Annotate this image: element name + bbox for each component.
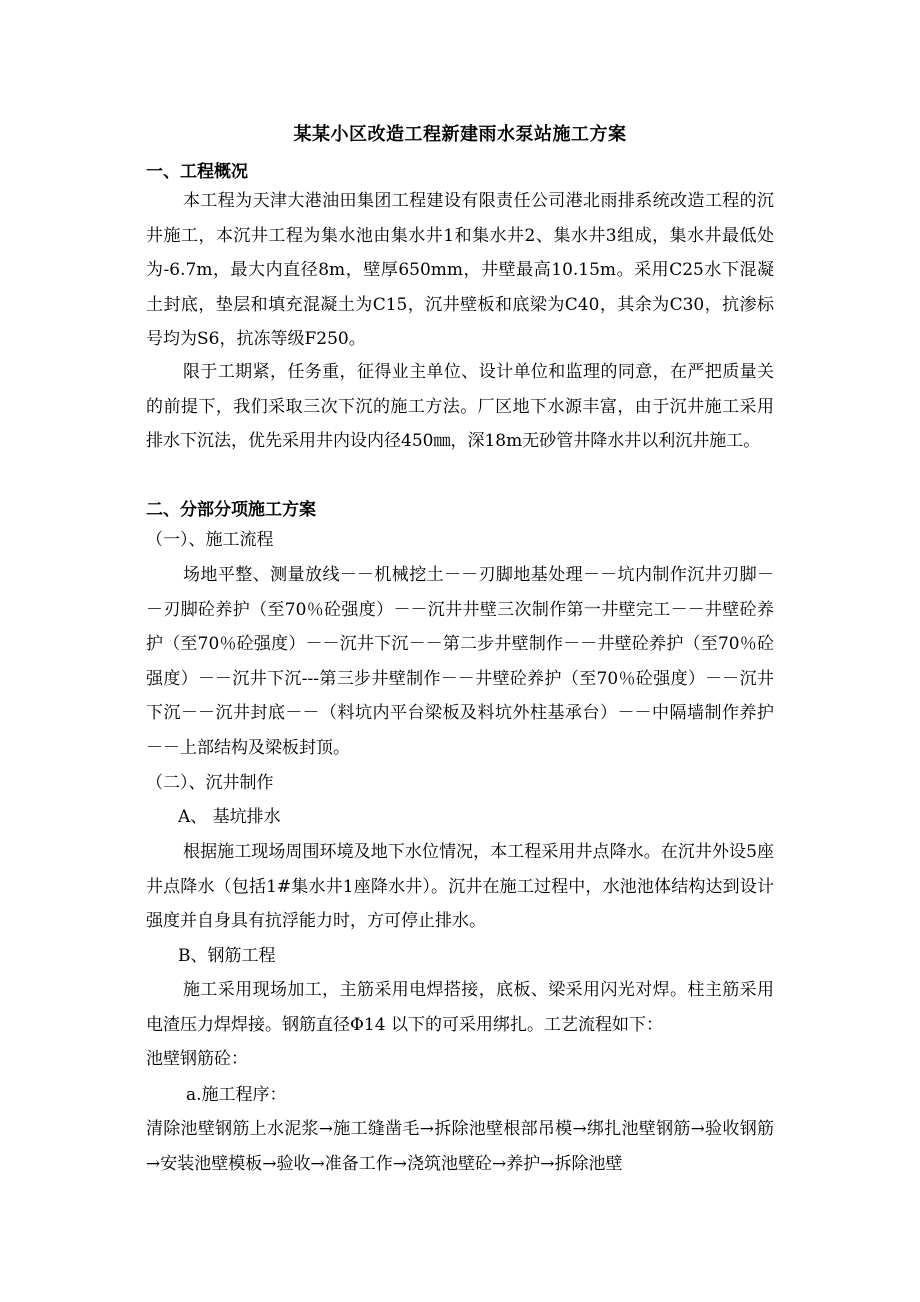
- subsection-1-paragraph: 场地平整、测量放线－－机械挖土－－刃脚地基处理－－坑内制作沉井刃脚－－刃脚砼养护（至70％砼强度）－－沉井井壁三次制作第一井壁完工－－井壁砼养护（至70％砼强度）－－沉井下沉－－第二步井壁制作－－井壁砼养护（至70％砼强度）－－沉井下沉---第三步井壁制作－－井壁砼养护（至70％砼强度）－－沉井下沉－－沉井封底－－（料坑内平台梁板及料坑外柱基承台）－－中隔墙制作养护－－上部结构及梁板封顶。: [146, 565, 774, 758]
- item-a-heading: A、 基坑排水: [178, 807, 281, 827]
- document-title: 某某小区改造工程新建雨水泵站施工方案: [293, 124, 627, 145]
- item-b-flow: 清除池壁钢筋上水泥浆→施工缝凿毛→拆除池壁根部吊模→绑扎池壁钢筋→验收钢筋→安装池壁模板→验收→准备工作→浇筑池壁砼→养护→拆除池壁: [146, 1119, 774, 1174]
- section-2-heading: 二、分部分项施工方案: [146, 500, 316, 520]
- item-b-step-a: a.施工程序：: [186, 1085, 287, 1105]
- section-1-heading: 一、工程概况: [146, 162, 248, 182]
- item-b-line: 池壁钢筋砼：: [146, 1049, 248, 1069]
- section-1-paragraph-1: 本工程为天津大港油田集团工程建设有限责任公司港北雨排系统改造工程的沉井施工，本沉井工程为集水池由集水井1和集水井2、集水井3组成，集水井最低处为-6.7m，最大内直径8m，壁厚650mm，井壁最高10.15m。采用C25水下混凝土封底，垫层和填充混凝土为C15，沉井壁板和底梁为C40，其余为C30，抗渗标号均为S6，抗冻等级F250。: [146, 191, 774, 350]
- subsection-2-heading: （二）、沉井制作: [146, 773, 274, 793]
- subsection-1-heading: （一）、施工流程: [146, 530, 274, 550]
- item-b-heading: B、钢筋工程: [178, 946, 276, 966]
- section-1-paragraph-2: 限于工期紧，任务重，征得业主单位、设计单位和监理的同意，在严把质量关的前提下，我们采取三次下沉的施工方法。厂区地下水源丰富，由于沉井施工采用排水下沉法，优先采用井内设内径450㎜，深18m无砂管井降水井以利沉井施工。: [146, 362, 774, 452]
- item-b-paragraph: 施工采用现场加工，主筋采用电焊搭接，底板、梁采用闪光对焊。柱主筋采用电渣压力焊焊接。钢筋直径Φ14 以下的可采用绑扎。工艺流程如下：: [146, 980, 774, 1035]
- item-a-paragraph: 根据施工现场周围环境及地下水位情况，本工程采用井点降水。在沉井外设5座井点降水（包括1#集水井1座降水井）。沉井在施工过程中，水池池体结构达到设计强度并自身具有抗浮能力时，方可停止排水。: [146, 842, 774, 932]
